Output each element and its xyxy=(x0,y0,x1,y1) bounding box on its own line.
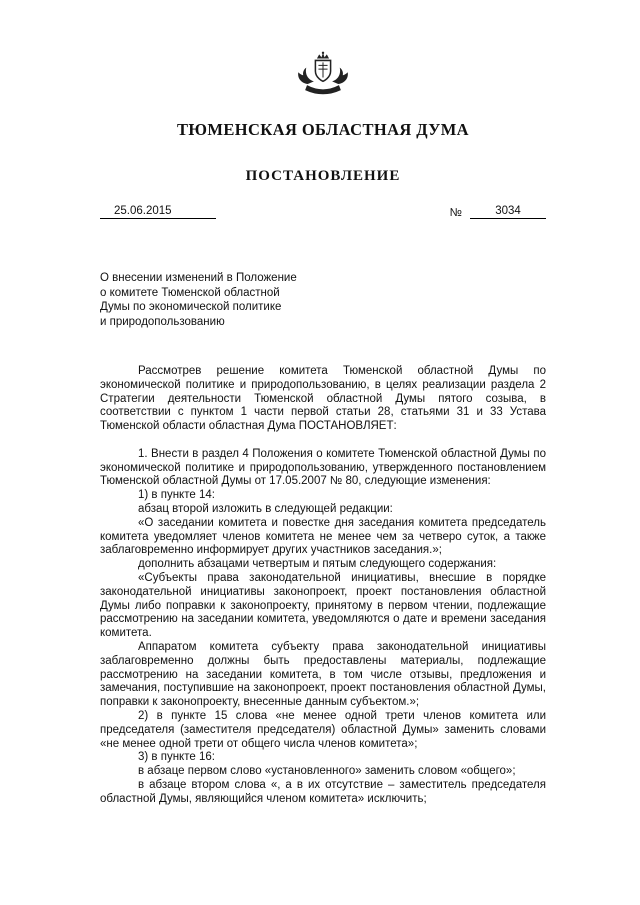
subject-line: о комитете Тюменской областной xyxy=(100,286,280,299)
subject-line: О внесении изменений в Положение xyxy=(100,272,297,284)
number-value: 3034 xyxy=(470,205,546,219)
body-paragraph: в абзаце первом слово «установленного» заменить словом «общего»; xyxy=(138,765,516,778)
body-paragraph: 2) в пункте 15 слова «не менее одной трети членов комитета или председателя (заместителя председателя) областной Думы» заменить словами «не менее одной трети от общего числа членов комитета»; xyxy=(100,709,546,750)
body-paragraph: 3) в пункте 16: xyxy=(138,751,215,764)
body-paragraph: 1) в пункте 14: xyxy=(138,489,215,502)
subject-block xyxy=(100,271,350,329)
body-paragraph: Рассмотрев решение комитета Тюменской областной Думы по экономической политике и природопользованию, в целях реализации раздела 2 Стратегии деятельности Тюменской областной Думы пятого созыва, в соответствии с пунктом 1 части первой статьи 28, статьями 31 и 33 Устава Тюменской области областная Дума ПОСТАНОВЛЯЕТ: xyxy=(100,365,546,433)
body-paragraph: Аппаратом комитета субъекту права законодательной инициативы заблаговременно должны быть предоставлены материалы, подлежащие рассмотрению на заседании комитета, в том числе отзывы, предложения и замечания, поступившие на законопроект, проект постановления областной Думы, поправки к законопроекту, внесенные данным субъектом.»; xyxy=(100,640,546,709)
body-paragraph: дополнить абзацами четвертым и пятым следующего содержания: xyxy=(138,558,497,571)
emblem-container xyxy=(100,50,546,104)
document-body xyxy=(100,365,546,807)
body-paragraph: абзац второй изложить в следующей редакции: xyxy=(138,502,393,515)
coat-of-arms-icon xyxy=(285,50,361,99)
document-meta-row xyxy=(100,205,546,219)
document-type-title: ПОСТАНОВЛЕНИЕ xyxy=(245,168,401,184)
number-field xyxy=(450,205,546,219)
subject-line: Думы по экономической политике xyxy=(100,301,282,313)
organization-title: ТЮМЕНСКАЯ ОБЛАСТНАЯ ДУМА xyxy=(176,120,470,139)
body-paragraph: «О заседании комитета и повестке дня заседания комитета председатель комитета уведомляет членов комитета не менее чем за четверо суток, а также заблаговременно информирует других участников заседания.»; xyxy=(100,516,546,557)
body-paragraph: 1. Внести в раздел 4 Положения о комитете Тюменской областной Думы по экономической политике и природопользованию, утвержденного постановлением Тюменской областной Думы от 17.05.2007 № 80, следующие изменения: xyxy=(100,447,546,488)
date-value: 25.06.2015 xyxy=(114,205,172,217)
body-paragraph: в абзаце втором слова «, а в их отсутствие – заместитель председателя областной Думы, являющийся членом комитета» исключить; xyxy=(100,778,546,805)
date-field xyxy=(100,205,216,219)
subject-line: и природопользованию xyxy=(100,315,225,328)
body-paragraph: «Субъекты права законодательной инициативы, внесшие в порядке законодательной инициативы законопроект, проект постановления областной Думы либо поправки к законопроекту, принятому в первом чтении, подлежащие рассмотрению на заседании комитета, уведомляются о дате и времени заседания комитета. xyxy=(100,571,546,640)
number-sign: № xyxy=(449,207,462,219)
